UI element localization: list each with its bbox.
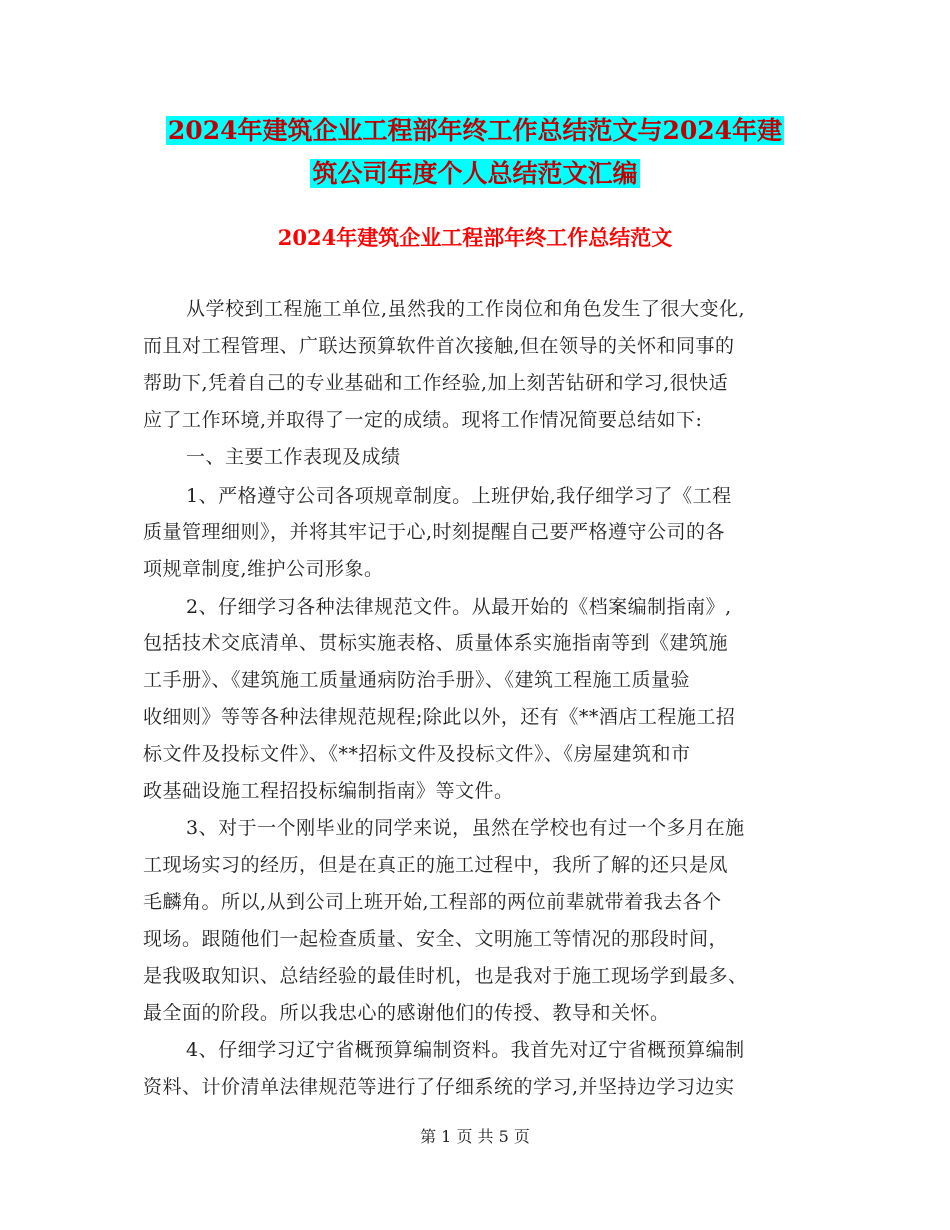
section-heading: 一、主要工作表现及成绩 [186,446,401,468]
body-line: 质量管理细则》，并将其牢记于心,时刻提醒自己要严格遵守公司的各 [143,521,726,543]
title-highlight-1: 2024年建筑企业工程部年终工作总结范文与2024年建 [167,116,783,145]
body-line: 资料、计价清单法律规范等进行了仔细系统的学习,并坚持边学习边实 [143,1076,735,1098]
body-line: 4、仔细学习辽宁省概预算编制资料。我首先对辽宁省概预算编制 [186,1039,745,1061]
body-line: 工现场实习的经历，但是在真正的施工过程中，我所了解的还只是凤 [143,854,729,876]
body-line: 项规章制度,维护公司形象。 [143,558,384,580]
body-line: 毛麟角。所以,从到公司上班开始,工程部的两位前辈就带着我去各个 [143,891,722,913]
body-line: 帮助下,凭着自己的专业基础和工作经验,加上刻苦钻研和学习,很快适 [143,372,729,394]
document-title-line-1 [0,112,950,150]
body-line: 1、严格遵守公司各项规章制度。上班伊始,我仔细学习了《工程 [186,485,732,507]
body-line: 政基础设施工程招投标编制指南》等文件。 [143,780,514,802]
title-highlight-2: 筑公司年度个人总结范文汇编 [312,159,638,188]
body-line: 是我吸取知识、总结经验的最佳时机，也是我对于施工现场学到最多、 [143,965,748,987]
body-line: 3、对于一个刚毕业的同学来说，虽然在学校也有过一个多月在施 [186,817,745,839]
page-footer: 第 1 页 共 5 页 [420,1127,530,1146]
section-title: 2024年建筑企业工程部年终工作总结范文 [277,225,673,250]
body-line: 包括技术交底清单、贯标实施表格、质量体系实施指南等到《建筑施 [143,632,729,654]
body-line: 现场。跟随他们一起检查质量、安全、文明施工等情况的那段时间， [143,928,729,950]
body-line: 而且对工程管理、广联达预算软件首次接触,但在领导的关怀和同事的 [143,335,735,357]
body-line: 应了工作环境,并取得了一定的成绩。现将工作情况简要总结如下: [143,409,703,431]
body-line: 最全面的阶段。所以我忠心的感谢他们的传授、教导和关怀。 [143,1002,670,1024]
body-line: 工手册》、《建筑施工质量通病防治手册》、《建筑工程施工质量验 [143,669,691,691]
document-title-line-2 [0,155,950,193]
body-line: 从学校到工程施工单位,虽然我的工作岗位和角色发生了很大变化, [186,298,746,320]
body-line: 收细则》等等各种法律规范规程;除此以外，还有《**酒店工程施工招 [143,706,736,728]
body-line: 2、仔细学习各种法律规范文件。从最开始的《档案编制指南》, [186,596,732,618]
body-line: 标文件及投标文件》、《**招标文件及投标文件》、《房屋建筑和市 [143,743,691,765]
